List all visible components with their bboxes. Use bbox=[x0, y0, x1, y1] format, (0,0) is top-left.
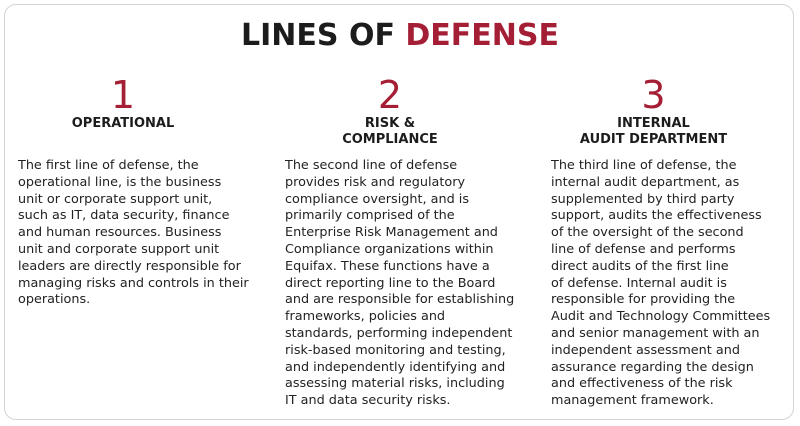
column-header bbox=[18, 74, 228, 132]
column-heading-line2: COMPLIANCE bbox=[342, 132, 438, 147]
column-header bbox=[285, 74, 495, 148]
column-description: The first line of defense, the operational line, is the business unit or corporate support unit, such as IT, data security, finance and human resources. Business unit and corporate support unit leaders are directly responsible for managing risks and controls in their operations. bbox=[18, 158, 249, 308]
title-part-defense: DEFENSE bbox=[405, 18, 559, 53]
column-heading-line2: AUDIT DEPARTMENT bbox=[579, 132, 728, 147]
column-number: 2 bbox=[377, 73, 403, 117]
column-heading-line1: RISK & bbox=[364, 116, 416, 131]
title-part-lines-of: LINES OF bbox=[241, 18, 406, 53]
column-description: The second line of defense provides risk and regulatory compliance oversight, and is primarily comprised of the Enterprise Risk Management and Compliance organizations within Equifax. These functions have a direct reporting line to the Board and are responsible for establishing frameworks, policies and standards, performing independent risk-based monitoring and testing, and independently identifying and assessing material risks, including IT and data security risks. bbox=[285, 158, 515, 409]
column-description: The third line of defense, the internal audit department, as supplemented by third party support, audits the effectiveness of the oversight of the second line of defense and performs direct audits of the first line of defense. Internal audit is responsible for providing the Audit and Technology Committees and senior management with an independent assessment and assurance regarding the design and effectiveness of the risk management framework. bbox=[551, 158, 771, 409]
column-heading-line1: INTERNAL bbox=[617, 116, 690, 131]
column-header bbox=[551, 74, 756, 148]
column-number: 1 bbox=[110, 73, 136, 117]
page-title bbox=[0, 18, 800, 54]
column-number: 3 bbox=[641, 73, 666, 117]
column-heading-line1: OPERATIONAL bbox=[71, 116, 175, 131]
